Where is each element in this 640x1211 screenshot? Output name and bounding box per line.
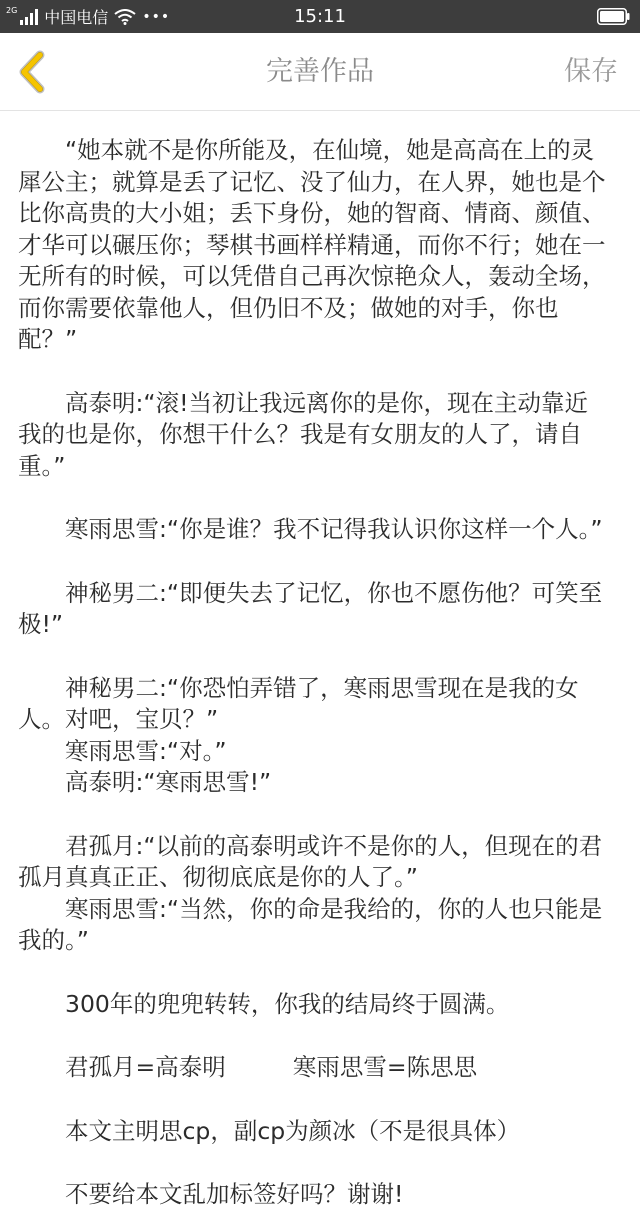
paragraph-dialogue: 君孤月:“以前的高泰明或许不是你的人，但现在的君孤月真真正正、彻彻底底是你的人了。” [18, 831, 603, 891]
paragraph-tag-note: 不要给本文乱加标签好吗？谢谢! [65, 1180, 404, 1208]
battery-icon [597, 8, 630, 25]
paragraph-dialogue: 寒雨思雪:“你是谁？我不记得我认识你这样一个人。” [65, 515, 603, 543]
carrier-name: 中国电信 [44, 8, 109, 27]
nav-bar [0, 33, 640, 111]
paragraph-dialogue: 寒雨思雪:“当然，你的命是我给的，你的人也只能是我的。” [18, 894, 603, 954]
clock: 15:11 [294, 6, 346, 27]
paragraph-quote: “她本就不是你所能及，在仙境，她是高高在上的灵犀公主；就算是丢了记忆、没了仙力，在人界，她也是个比你高贵的大小姐；丢下身份，她的智商、情商、颜值、才华可以碾压你；琴棋书画样样精通，而你不行；她在一无所有的时候，可以凭借自己再次惊艳众人，轰动全场，而你需要依靠他人，但仍旧不及；做她的对手，你也配？” [18, 136, 606, 353]
more-dots-icon: ••• [142, 8, 171, 25]
paragraph-dialogue: 高泰明:“寒雨思雪!” [65, 768, 272, 796]
paragraph-dialogue: 寒雨思雪:“对。” [65, 736, 227, 765]
paragraph-ending: 300年的兜兜转转，你我的结局终于圆满。 [65, 989, 510, 1018]
paragraph-dialogue: 神秘男二:“即便失去了记忆，你也不愿伤他？可笑至极!” [18, 578, 603, 638]
back-button[interactable] [12, 48, 60, 96]
paragraph-dialogue: 高泰明:“滚!当初让我远离你的是你，现在主动靠近我的也是你，你想干什么？我是有女朋友的人了，请自重。” [18, 388, 589, 480]
page-title: 完善作品 [266, 56, 374, 87]
paragraph-character-map: 君孤月=高泰明 寒雨思雪=陈思思 [65, 1053, 478, 1081]
sim-label: 2G [6, 6, 18, 15]
article-content [18, 135, 610, 1211]
paragraph-dialogue: 神秘男二:“你恐怕弄错了，寒雨思雪现在是我的女人。对吧，宝贝？” [18, 673, 579, 733]
paragraph-cp-note: 本文主明思cp，副cp为颜冰（不是很具体） [65, 1116, 521, 1145]
chevron-left-icon [12, 48, 60, 96]
status-bar [0, 0, 640, 33]
save-button[interactable]: 保存 [564, 56, 618, 87]
